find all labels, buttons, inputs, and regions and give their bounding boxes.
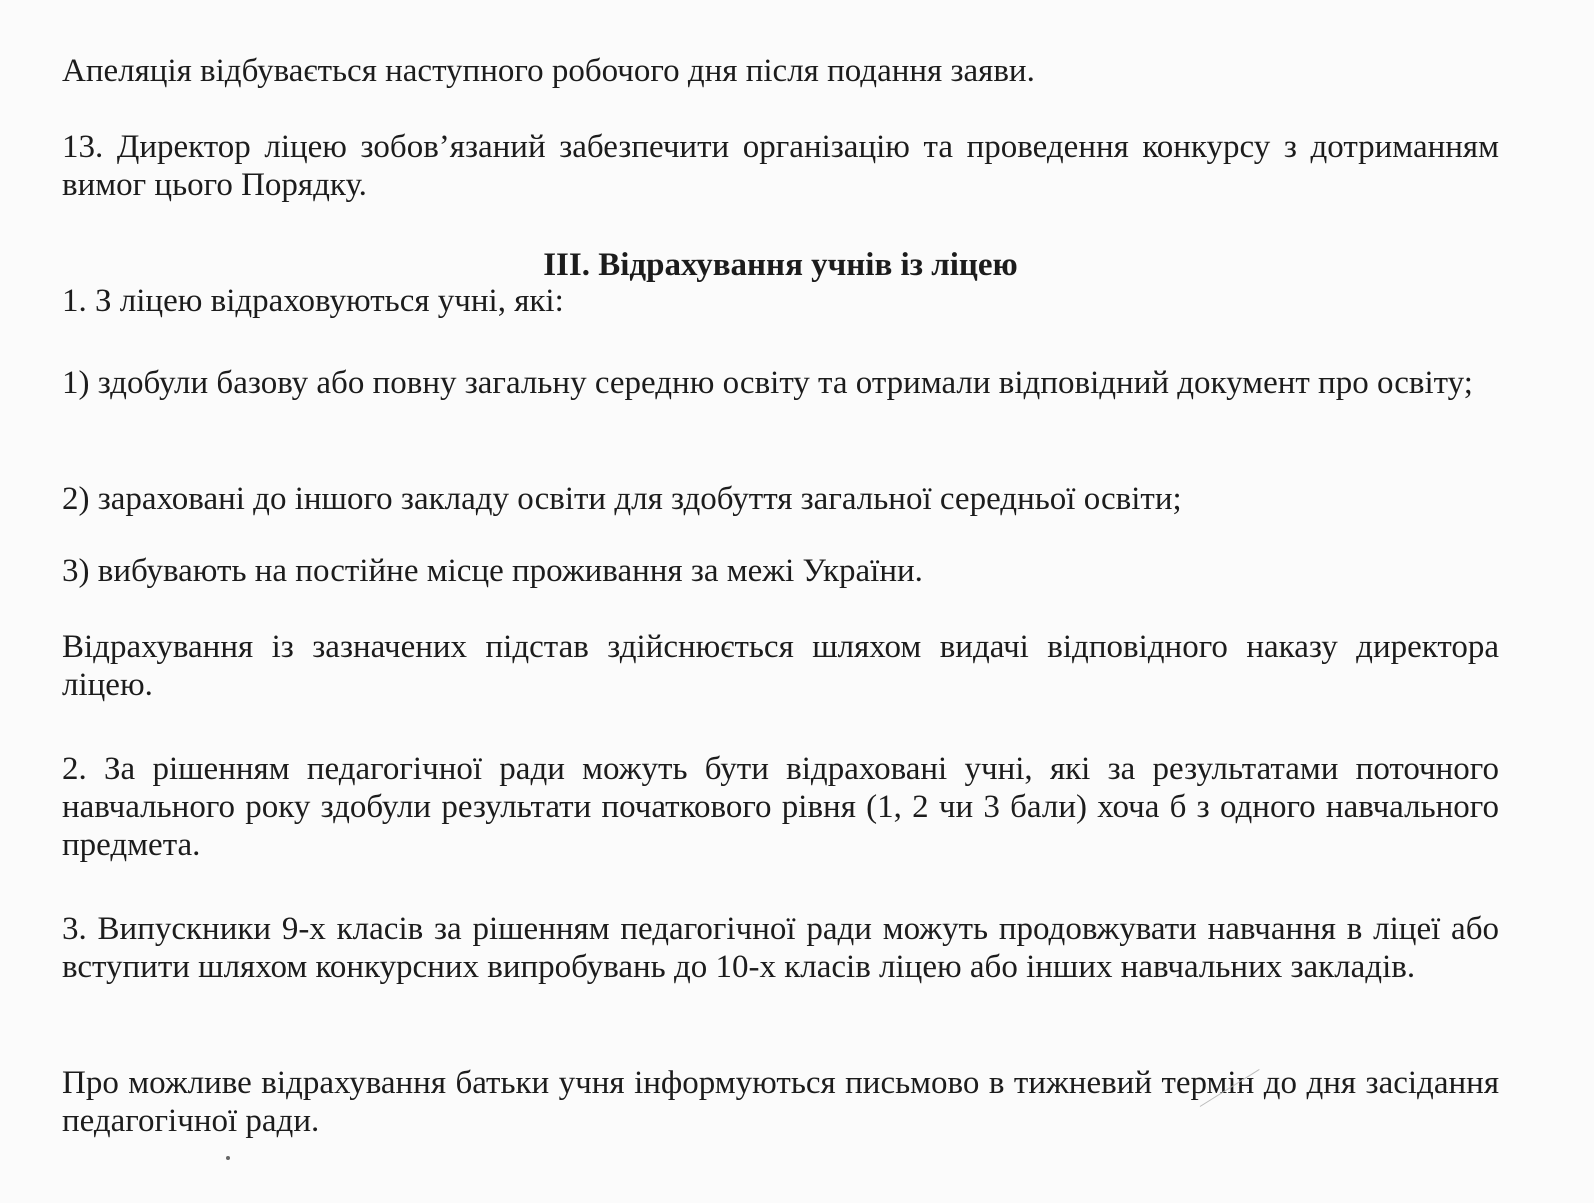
paragraph-appeal: Апеляція відбувається наступного робочого дня після подання заяви. xyxy=(62,53,1035,89)
paragraph-1-2: 2) зараховані до іншого закладу освіти для здобуття загальної середньої освіти; xyxy=(62,481,1182,517)
paragraph-1: 1. З ліцею відраховуються учні, які: xyxy=(62,283,564,319)
paragraph-2: 2. За рішенням педагогічної ради можуть бути відраховані учні, які за результатами поточного навчального року здобули результати початкового рівня (1, 2 чи 3 бали) хоча б з одного навчального предмета. xyxy=(62,751,1499,863)
section-heading: ІІІ. Відрахування учнів із ліцею xyxy=(543,247,1018,283)
paragraph-1-3: 3) вибувають на постійне місце проживання за межі України. xyxy=(62,553,923,589)
paragraph-1-1: 1) здобули базову або повну загальну середню освіту та отримали відповідний документ про освіту; xyxy=(62,365,1473,401)
paragraph-3: 3. Випускники 9-х класів за рішенням педагогічної ради можуть продовжувати навчання в ліцеї або вступити шляхом конкурсних випробувань до 10-х класів ліцею або інших навчальних закладів. xyxy=(62,911,1499,985)
paragraph-13: 13. Директор ліцею зобов’язаний забезпечити організацію та проведення конкурсу з дотриманням вимог цього Порядку. xyxy=(62,129,1499,203)
scan-speck xyxy=(226,1156,230,1160)
paragraph-parents-notice: Про можливе відрахування батьки учня інформуються письмово в тижневий термін до дня засідання педагогічної ради. xyxy=(62,1065,1499,1139)
paragraph-expulsion-order: Відрахування із зазначених підстав здійснюється шляхом видачі відповідного наказу директора ліцею. xyxy=(62,629,1499,703)
